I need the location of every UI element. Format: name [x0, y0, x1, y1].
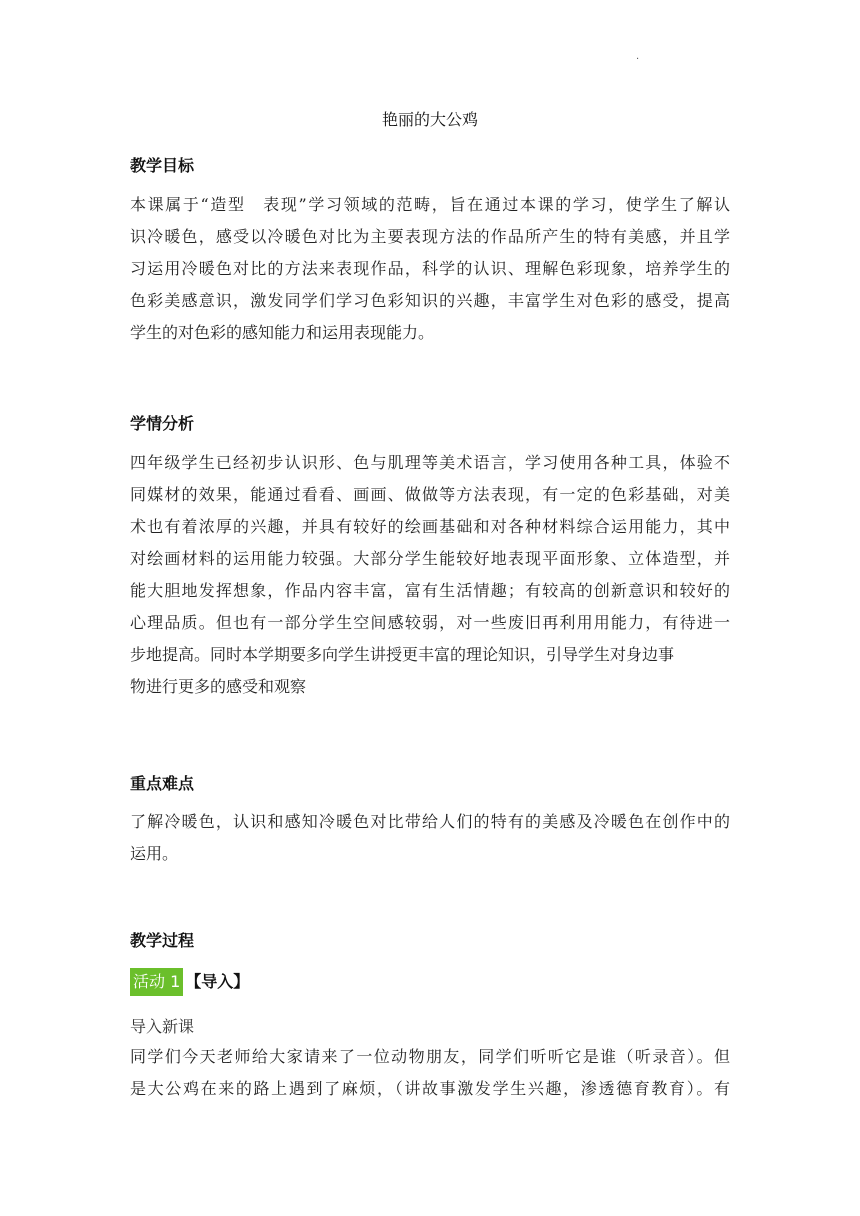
analysis-line: 步地提高。同时本学期要多向学生讲授更丰富的理论知识，引导学生对身边事 [130, 645, 675, 664]
heading-student-analysis: 学情分析 [130, 414, 195, 433]
document-title: 艳丽的大公鸡 [381, 110, 478, 129]
goals-line: 学生的对色彩的感知能力和运用表现能力。 [130, 323, 435, 342]
activity-header [130, 968, 249, 996]
heading-teaching-goals: 教学目标 [130, 156, 195, 175]
process-line: 同学们今天老师给大家请来了一位动物朋友，同学们听听它是谁（听录音）。但 [130, 1047, 730, 1066]
header-mark: · [636, 54, 640, 65]
analysis-line: 四年级学生已经初步认识形、色与肌理等美术语言，学习使用各种工具，体验不 [130, 453, 730, 472]
keypoints-paragraph [130, 806, 730, 870]
keypoints-line: 了解冷暖色，认识和感知冷暖色对比带给人们的特有的美感及冷暖色在创作中的 [130, 812, 730, 831]
goals-line: 习运用冷暖色对比的方法来表现作品，科学的认识、理解色彩现象，培养学生的 [130, 259, 730, 278]
analysis-line: 物进行更多的感受和观察 [130, 677, 307, 696]
goals-line: 色彩美感意识，激发同学们学习色彩知识的兴趣，丰富学生对色彩的感受，提高 [130, 291, 730, 310]
goals-line: 本课属于“造型 表现”学习领域的范畴，旨在通过本课的学习，使学生了解认 [130, 195, 730, 214]
analysis-line: 对绘画材料的运用能力较强。大部分学生能较好地表现平面形象、立体造型，并 [130, 549, 730, 568]
activity-badge: 活动 1 [130, 968, 183, 996]
analysis-line: 能大胆地发挥想象，作品内容丰富，富有生活情趣；有较高的创新意识和较好的 [130, 581, 730, 600]
keypoints-line: 运用。 [130, 844, 179, 863]
goals-paragraph [130, 189, 730, 349]
goals-line: 识冷暖色，感受以冷暖色对比为主要表现方法的作品所产生的特有美感，并且学 [130, 227, 730, 246]
analysis-line: 心理品质。但也有一部分学生空间感较弱，对一些废旧再利用用能力，有待进一 [130, 613, 730, 632]
analysis-line: 术也有着浓厚的兴趣，并具有较好的绘画基础和对各种材料综合运用能力，其中 [130, 517, 730, 536]
process-paragraph [130, 1041, 730, 1105]
heading-teaching-process: 教学过程 [130, 931, 195, 950]
heading-key-points: 重点难点 [130, 774, 195, 793]
analysis-line: 同媒材的效果，能通过看看、画画、做做等方法表现，有一定的色彩基础，对美 [130, 485, 730, 504]
activity-label: 【导入】 [185, 972, 250, 991]
analysis-paragraph [130, 447, 730, 703]
process-line: 是大公鸡在来的路上遇到了麻烦，（讲故事激发学生兴趣，渗透德育教育）。有 [130, 1079, 730, 1098]
process-subheading: 导入新课 [130, 1017, 195, 1036]
